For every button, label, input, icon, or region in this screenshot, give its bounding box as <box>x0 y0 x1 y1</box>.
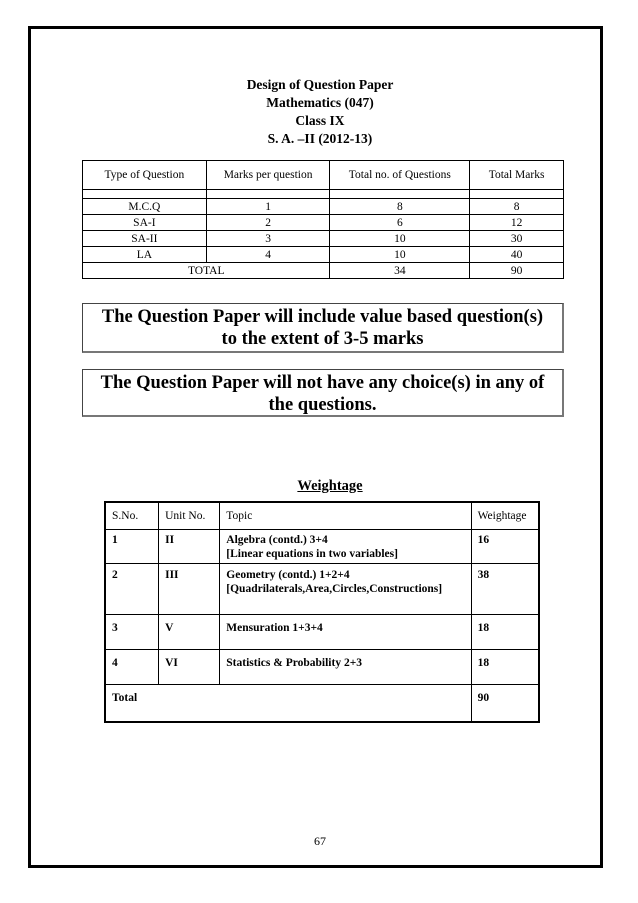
total-questions: 34 <box>330 263 470 279</box>
table-cell: 12 <box>470 215 564 231</box>
notice-line: The Question Paper will include value based question(s) <box>101 307 544 327</box>
table-cell: M.C.Q <box>83 199 207 215</box>
table-cell: 8 <box>470 199 564 215</box>
table-cell: 6 <box>330 215 470 231</box>
column-header: Topic <box>220 502 471 530</box>
header-session: S. A. –II (2012-13) <box>267 131 373 146</box>
value-based-notice <box>82 303 564 353</box>
table-header-row <box>83 161 564 190</box>
unit-number: VI <box>159 650 220 685</box>
total-value: 90 <box>471 685 539 723</box>
serial-number: 4 <box>105 650 159 685</box>
header-subject: Mathematics (047) <box>266 95 374 110</box>
topic-name: Statistics & Probability 2+3 <box>220 650 471 685</box>
total-label: Total <box>105 685 471 723</box>
weightage-table <box>104 501 540 723</box>
page-border <box>28 26 603 868</box>
serial-number: 1 <box>105 530 159 564</box>
table-total-row <box>105 685 539 723</box>
question-type-table <box>82 160 564 279</box>
no-choice-notice <box>82 369 564 417</box>
weightage-title: Weightage <box>297 478 363 494</box>
column-header: Type of Question <box>83 161 207 190</box>
topic-name: Geometry (contd.) 1+2+4 <box>226 569 350 581</box>
notice-line: to the extent of 3-5 marks <box>221 329 424 349</box>
topic-name: Algebra (contd.) 3+4 <box>226 534 328 546</box>
weightage-value: 18 <box>471 650 539 685</box>
table-cell: SA-II <box>83 231 207 247</box>
serial-number: 3 <box>105 615 159 650</box>
notice-line: The Question Paper will not have any choice(s) in any of <box>100 373 545 393</box>
serial-number: 2 <box>105 564 159 615</box>
table-row <box>83 247 564 263</box>
table-row <box>105 530 539 564</box>
total-label: TOTAL <box>83 263 330 279</box>
weightage-value: 16 <box>471 530 539 564</box>
table-cell: 40 <box>470 247 564 263</box>
table-cell: 4 <box>206 247 330 263</box>
table-row <box>105 564 539 615</box>
topic-cell <box>220 530 471 564</box>
column-header: Marks per question <box>206 161 330 190</box>
table-total-row <box>83 263 564 279</box>
unit-number: III <box>159 564 220 615</box>
table-header-row <box>105 502 539 530</box>
table-cell: 1 <box>206 199 330 215</box>
table-row <box>83 199 564 215</box>
weightage-value: 18 <box>471 615 539 650</box>
total-marks: 90 <box>470 263 564 279</box>
table-row <box>83 231 564 247</box>
topic-name: Mensuration 1+3+4 <box>220 615 471 650</box>
table-spacer-row <box>83 190 564 199</box>
table-cell: 10 <box>330 247 470 263</box>
column-header: Unit No. <box>159 502 220 530</box>
column-header: Total no. of Questions <box>330 161 470 190</box>
topic-detail: [Linear equations in two variables] <box>226 548 398 560</box>
header-title: Design of Question Paper <box>246 77 394 92</box>
table-cell: 10 <box>330 231 470 247</box>
column-header: S.No. <box>105 502 159 530</box>
document-header <box>200 76 440 148</box>
table-cell: 30 <box>470 231 564 247</box>
unit-number: II <box>159 530 220 564</box>
table-row <box>83 215 564 231</box>
column-header: Total Marks <box>470 161 564 190</box>
column-header: Weightage <box>471 502 539 530</box>
weightage-value: 38 <box>471 564 539 615</box>
notice-line: the questions. <box>268 395 377 415</box>
topic-detail: [Quadrilaterals,Area,Circles,Constructions] <box>226 583 443 595</box>
table-cell: SA-I <box>83 215 207 231</box>
topic-cell <box>220 564 471 615</box>
table-cell: LA <box>83 247 207 263</box>
table-cell: 2 <box>206 215 330 231</box>
unit-number: V <box>159 615 220 650</box>
page-number: 67 <box>314 834 326 848</box>
header-class: Class IX <box>295 113 345 128</box>
table-row <box>105 615 539 650</box>
table-cell: 3 <box>206 231 330 247</box>
table-cell: 8 <box>330 199 470 215</box>
table-row <box>105 650 539 685</box>
